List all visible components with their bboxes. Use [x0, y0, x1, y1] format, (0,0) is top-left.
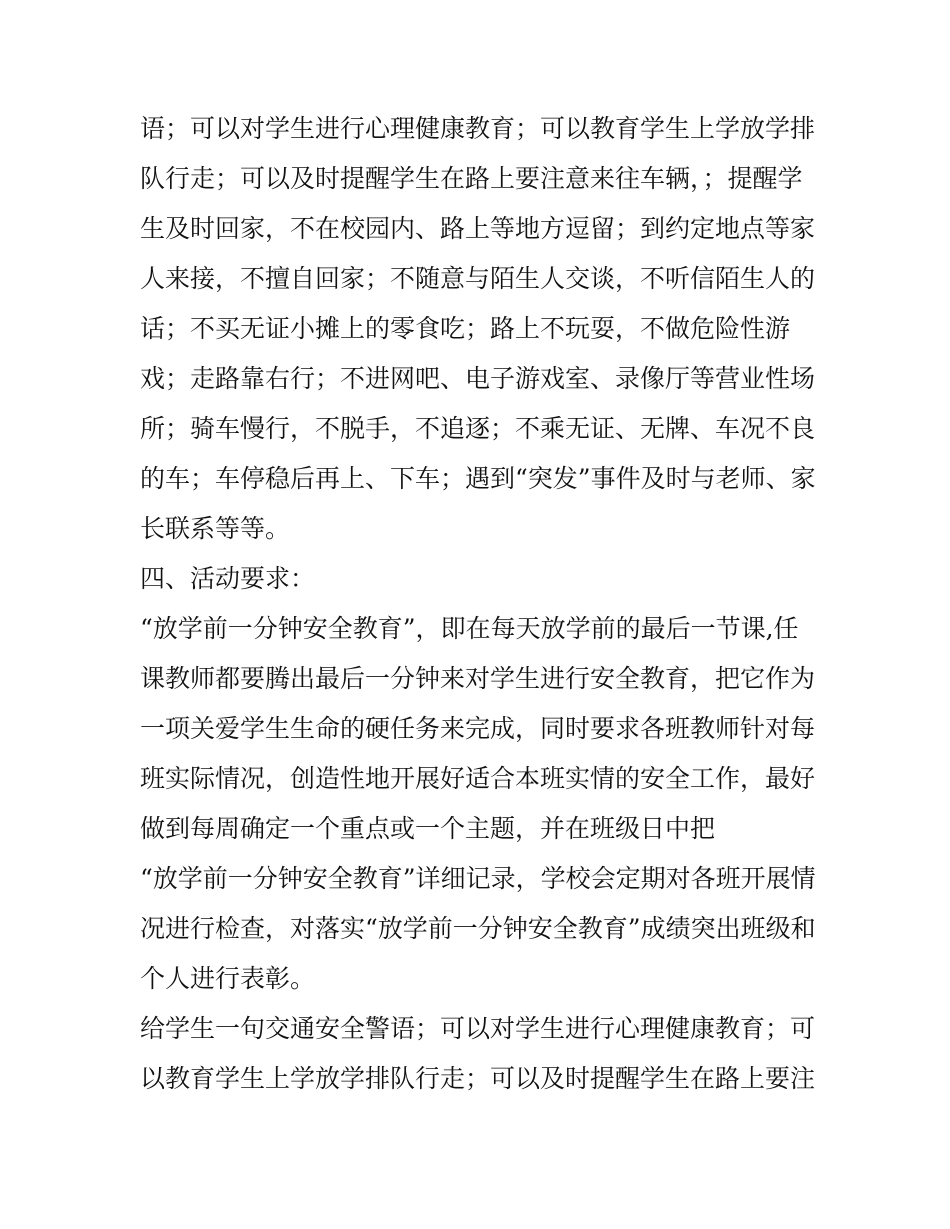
text-line: 况进行检查，对落实“放学前一分钟安全教育”成绩突出班级和 [140, 914, 816, 943]
section-heading: 四、活动要求： [140, 564, 316, 593]
text-line: 以教育学生上学放学排队行走；可以及时提醒学生在路上要注 [140, 1064, 816, 1093]
text-line: 一项关爱学生生命的硬任务来完成，同时要求各班教师针对每 [140, 714, 816, 743]
text-line: 话；不买无证小摊上的零食吃；路上不玩耍，不做危险性游 [140, 314, 791, 343]
text-line: 长联系等等。 [140, 514, 291, 543]
text-line: 个人进行表彰。 [140, 964, 316, 993]
text-line: 人来接，不擅自回家；不随意与陌生人交谈，不听信陌生人的 [140, 264, 816, 293]
text-line: “放学前一分钟安全教育”详细记录，学校会定期对各班开展情 [140, 864, 816, 893]
text-line: 的车；车停稳后再上、下车；遇到“突发”事件及时与老师、家 [140, 464, 816, 493]
text-line: 给学生一句交通安全警语；可以对学生进行心理健康教育；可 [140, 1014, 816, 1043]
text-line: 语；可以对学生进行心理健康教育；可以教育学生上学放学排 [140, 114, 816, 143]
text-line: 戏；走路靠右行；不进网吧、电子游戏室、录像厅等营业性场 [140, 364, 816, 393]
text-line: 课教师都要腾出最后一分钟来对学生进行安全教育，把它作为 [140, 664, 816, 693]
text-line: 生及时回家，不在校园内、路上等地方逗留；到约定地点等家 [140, 214, 816, 243]
text-line: 班实际情况，创造性地开展好适合本班实情的安全工作，最好 [140, 764, 816, 793]
text-line: “放学前一分钟安全教育”，即在每天放学前的最后一节课,任 [140, 614, 799, 643]
text-line: 所；骑车慢行，不脱手，不追逐；不乘无证、无牌、车况不良 [140, 414, 816, 443]
text-line: 做到每周确定一个重点或一个主题，并在班级日中把 [140, 814, 716, 843]
body-text [140, 104, 820, 1104]
text-line: 队行走；可以及时提醒学生在路上要注意来往车辆，；提醒学 [140, 164, 803, 193]
